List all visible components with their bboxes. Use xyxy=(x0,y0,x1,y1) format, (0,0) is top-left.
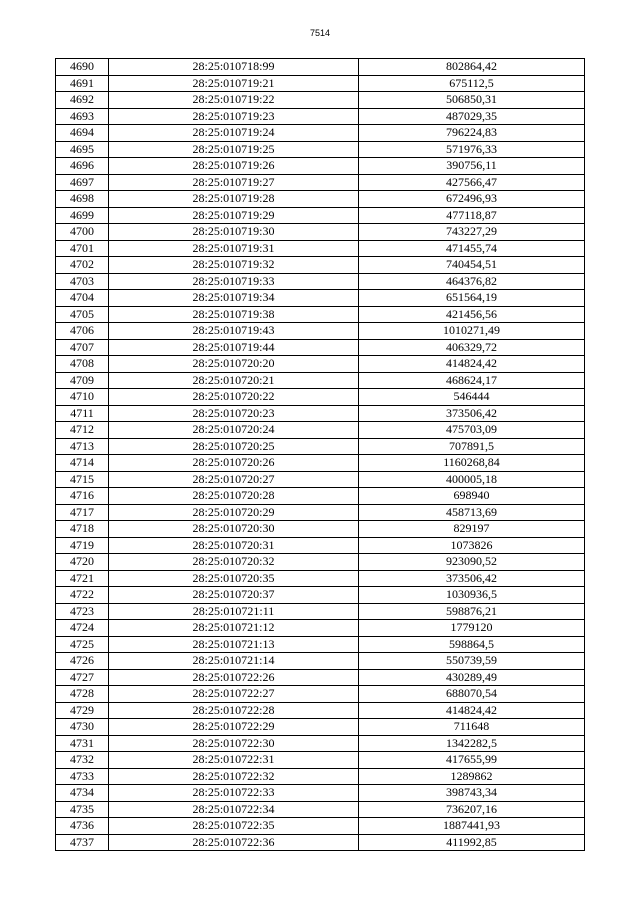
value-cell: 411992,85 xyxy=(359,834,585,851)
cadastral-number-cell: 28:25:010720:37 xyxy=(109,587,359,604)
row-number-cell: 4695 xyxy=(56,141,109,158)
table-row xyxy=(56,125,585,142)
cadastral-number-cell: 28:25:010722:33 xyxy=(109,785,359,802)
row-number-cell: 4716 xyxy=(56,488,109,505)
table-body xyxy=(56,59,585,851)
row-number-cell: 4717 xyxy=(56,504,109,521)
row-number-cell: 4723 xyxy=(56,603,109,620)
cadastral-number-cell: 28:25:010720:21 xyxy=(109,372,359,389)
table-row xyxy=(56,158,585,175)
table-row xyxy=(56,785,585,802)
table-row xyxy=(56,306,585,323)
row-number-cell: 4714 xyxy=(56,455,109,472)
cadastral-number-cell: 28:25:010719:31 xyxy=(109,240,359,257)
cadastral-number-cell: 28:25:010719:30 xyxy=(109,224,359,241)
row-number-cell: 4709 xyxy=(56,372,109,389)
table-row xyxy=(56,75,585,92)
value-cell: 487029,35 xyxy=(359,108,585,125)
value-cell: 802864,42 xyxy=(359,59,585,76)
row-number-cell: 4697 xyxy=(56,174,109,191)
cadastral-number-cell: 28:25:010719:33 xyxy=(109,273,359,290)
table-row xyxy=(56,455,585,472)
cadastral-number-cell: 28:25:010719:29 xyxy=(109,207,359,224)
row-number-cell: 4691 xyxy=(56,75,109,92)
value-cell: 1160268,84 xyxy=(359,455,585,472)
cadastral-number-cell: 28:25:010720:32 xyxy=(109,554,359,571)
table-row xyxy=(56,273,585,290)
cadastral-number-cell: 28:25:010720:30 xyxy=(109,521,359,538)
table-row xyxy=(56,141,585,158)
cadastral-number-cell: 28:25:010722:34 xyxy=(109,801,359,818)
cadastral-number-cell: 28:25:010719:34 xyxy=(109,290,359,307)
table-row xyxy=(56,603,585,620)
cadastral-number-cell: 28:25:010720:29 xyxy=(109,504,359,521)
row-number-cell: 4692 xyxy=(56,92,109,109)
table-row xyxy=(56,752,585,769)
value-cell: 390756,11 xyxy=(359,158,585,175)
value-cell: 1887441,93 xyxy=(359,818,585,835)
value-cell: 414824,42 xyxy=(359,702,585,719)
cadastral-number-cell: 28:25:010721:12 xyxy=(109,620,359,637)
value-cell: 923090,52 xyxy=(359,554,585,571)
row-number-cell: 4710 xyxy=(56,389,109,406)
cadastral-number-cell: 28:25:010719:21 xyxy=(109,75,359,92)
row-number-cell: 4698 xyxy=(56,191,109,208)
row-number-cell: 4733 xyxy=(56,768,109,785)
row-number-cell: 4701 xyxy=(56,240,109,257)
cadastral-number-cell: 28:25:010720:27 xyxy=(109,471,359,488)
value-cell: 400005,18 xyxy=(359,471,585,488)
row-number-cell: 4699 xyxy=(56,207,109,224)
table-row xyxy=(56,389,585,406)
value-cell: 421456,56 xyxy=(359,306,585,323)
table-row xyxy=(56,570,585,587)
cadastral-number-cell: 28:25:010719:25 xyxy=(109,141,359,158)
table-row xyxy=(56,323,585,340)
value-cell: 598864,5 xyxy=(359,636,585,653)
row-number-cell: 4721 xyxy=(56,570,109,587)
row-number-cell: 4702 xyxy=(56,257,109,274)
cadastral-number-cell: 28:25:010722:29 xyxy=(109,719,359,736)
row-number-cell: 4729 xyxy=(56,702,109,719)
row-number-cell: 4732 xyxy=(56,752,109,769)
table-row xyxy=(56,719,585,736)
row-number-cell: 4727 xyxy=(56,669,109,686)
value-cell: 1289862 xyxy=(359,768,585,785)
value-cell: 1073826 xyxy=(359,537,585,554)
row-number-cell: 4690 xyxy=(56,59,109,76)
table-row xyxy=(56,702,585,719)
cadastral-number-cell: 28:25:010719:32 xyxy=(109,257,359,274)
value-cell: 598876,21 xyxy=(359,603,585,620)
value-cell: 688070,54 xyxy=(359,686,585,703)
row-number-cell: 4703 xyxy=(56,273,109,290)
value-cell: 1342282,5 xyxy=(359,735,585,752)
value-cell: 740454,51 xyxy=(359,257,585,274)
table-row xyxy=(56,834,585,851)
table-row xyxy=(56,669,585,686)
table-row xyxy=(56,240,585,257)
row-number-cell: 4731 xyxy=(56,735,109,752)
row-number-cell: 4707 xyxy=(56,339,109,356)
cadastral-number-cell: 28:25:010720:23 xyxy=(109,405,359,422)
cadastral-number-cell: 28:25:010720:22 xyxy=(109,389,359,406)
table-row xyxy=(56,488,585,505)
cadastral-number-cell: 28:25:010720:24 xyxy=(109,422,359,439)
row-number-cell: 4700 xyxy=(56,224,109,241)
value-cell: 398743,34 xyxy=(359,785,585,802)
cadastral-number-cell: 28:25:010722:31 xyxy=(109,752,359,769)
value-cell: 373506,42 xyxy=(359,405,585,422)
cadastral-number-cell: 28:25:010722:28 xyxy=(109,702,359,719)
value-cell: 571976,33 xyxy=(359,141,585,158)
table-row xyxy=(56,92,585,109)
cadastral-number-cell: 28:25:010719:43 xyxy=(109,323,359,340)
value-cell: 546444 xyxy=(359,389,585,406)
table-row xyxy=(56,504,585,521)
table-row xyxy=(56,521,585,538)
value-cell: 468624,17 xyxy=(359,372,585,389)
value-cell: 829197 xyxy=(359,521,585,538)
cadastral-number-cell: 28:25:010720:35 xyxy=(109,570,359,587)
row-number-cell: 4719 xyxy=(56,537,109,554)
value-cell: 1030936,5 xyxy=(359,587,585,604)
cadastral-number-cell: 28:25:010722:32 xyxy=(109,768,359,785)
row-number-cell: 4728 xyxy=(56,686,109,703)
value-cell: 417655,99 xyxy=(359,752,585,769)
value-cell: 458713,69 xyxy=(359,504,585,521)
row-number-cell: 4736 xyxy=(56,818,109,835)
cadastral-number-cell: 28:25:010720:25 xyxy=(109,438,359,455)
value-cell: 675112,5 xyxy=(359,75,585,92)
cadastral-number-cell: 28:25:010719:28 xyxy=(109,191,359,208)
value-cell: 651564,19 xyxy=(359,290,585,307)
value-cell: 550739,59 xyxy=(359,653,585,670)
table-row xyxy=(56,554,585,571)
cadastral-number-cell: 28:25:010720:20 xyxy=(109,356,359,373)
table-row xyxy=(56,801,585,818)
cadastral-number-cell: 28:25:010719:26 xyxy=(109,158,359,175)
value-cell: 743227,29 xyxy=(359,224,585,241)
table-row xyxy=(56,471,585,488)
cadastral-number-cell: 28:25:010719:22 xyxy=(109,92,359,109)
value-cell: 1779120 xyxy=(359,620,585,637)
value-cell: 406329,72 xyxy=(359,339,585,356)
cadastral-number-cell: 28:25:010722:30 xyxy=(109,735,359,752)
row-number-cell: 4713 xyxy=(56,438,109,455)
row-number-cell: 4696 xyxy=(56,158,109,175)
table-row xyxy=(56,59,585,76)
table-row xyxy=(56,224,585,241)
value-cell: 430289,49 xyxy=(359,669,585,686)
table-row xyxy=(56,356,585,373)
table-row xyxy=(56,290,585,307)
cadastral-number-cell: 28:25:010719:27 xyxy=(109,174,359,191)
row-number-cell: 4711 xyxy=(56,405,109,422)
table-row xyxy=(56,818,585,835)
table-row xyxy=(56,587,585,604)
cadastral-number-cell: 28:25:010722:35 xyxy=(109,818,359,835)
value-cell: 711648 xyxy=(359,719,585,736)
value-cell: 414824,42 xyxy=(359,356,585,373)
row-number-cell: 4737 xyxy=(56,834,109,851)
value-cell: 506850,31 xyxy=(359,92,585,109)
value-cell: 672496,93 xyxy=(359,191,585,208)
table-row xyxy=(56,174,585,191)
table-row xyxy=(56,257,585,274)
value-cell: 373506,42 xyxy=(359,570,585,587)
row-number-cell: 4718 xyxy=(56,521,109,538)
cadastral-value-table xyxy=(55,58,585,851)
value-cell: 796224,83 xyxy=(359,125,585,142)
cadastral-number-cell: 28:25:010720:26 xyxy=(109,455,359,472)
row-number-cell: 4704 xyxy=(56,290,109,307)
cadastral-number-cell: 28:25:010720:31 xyxy=(109,537,359,554)
table-row xyxy=(56,768,585,785)
table-row xyxy=(56,735,585,752)
page-number: 7514 xyxy=(309,28,331,38)
table-row xyxy=(56,108,585,125)
cadastral-number-cell: 28:25:010719:24 xyxy=(109,125,359,142)
row-number-cell: 4705 xyxy=(56,306,109,323)
table-row xyxy=(56,636,585,653)
value-cell: 707891,5 xyxy=(359,438,585,455)
value-cell: 1010271,49 xyxy=(359,323,585,340)
cadastral-number-cell: 28:25:010718:99 xyxy=(109,59,359,76)
value-cell: 736207,16 xyxy=(359,801,585,818)
row-number-cell: 4722 xyxy=(56,587,109,604)
cadastral-number-cell: 28:25:010722:26 xyxy=(109,669,359,686)
cadastral-number-cell: 28:25:010720:28 xyxy=(109,488,359,505)
table-row xyxy=(56,405,585,422)
row-number-cell: 4726 xyxy=(56,653,109,670)
table-row xyxy=(56,191,585,208)
row-number-cell: 4735 xyxy=(56,801,109,818)
value-cell: 477118,87 xyxy=(359,207,585,224)
row-number-cell: 4725 xyxy=(56,636,109,653)
cadastral-number-cell: 28:25:010722:27 xyxy=(109,686,359,703)
value-cell: 698940 xyxy=(359,488,585,505)
table-row xyxy=(56,422,585,439)
cadastral-number-cell: 28:25:010719:38 xyxy=(109,306,359,323)
row-number-cell: 4720 xyxy=(56,554,109,571)
cadastral-number-cell: 28:25:010721:14 xyxy=(109,653,359,670)
row-number-cell: 4730 xyxy=(56,719,109,736)
table-row xyxy=(56,537,585,554)
table-row xyxy=(56,339,585,356)
cadastral-number-cell: 28:25:010719:23 xyxy=(109,108,359,125)
table-row xyxy=(56,438,585,455)
value-cell: 464376,82 xyxy=(359,273,585,290)
row-number-cell: 4694 xyxy=(56,125,109,142)
row-number-cell: 4715 xyxy=(56,471,109,488)
row-number-cell: 4708 xyxy=(56,356,109,373)
value-cell: 475703,09 xyxy=(359,422,585,439)
table-row xyxy=(56,620,585,637)
cadastral-number-cell: 28:25:010721:11 xyxy=(109,603,359,620)
row-number-cell: 4693 xyxy=(56,108,109,125)
row-number-cell: 4734 xyxy=(56,785,109,802)
table-row xyxy=(56,686,585,703)
row-number-cell: 4724 xyxy=(56,620,109,637)
table-row xyxy=(56,207,585,224)
value-cell: 427566,47 xyxy=(359,174,585,191)
row-number-cell: 4706 xyxy=(56,323,109,340)
cadastral-number-cell: 28:25:010719:44 xyxy=(109,339,359,356)
table-row xyxy=(56,372,585,389)
cadastral-number-cell: 28:25:010722:36 xyxy=(109,834,359,851)
cadastral-number-cell: 28:25:010721:13 xyxy=(109,636,359,653)
value-cell: 471455,74 xyxy=(359,240,585,257)
table-row xyxy=(56,653,585,670)
row-number-cell: 4712 xyxy=(56,422,109,439)
